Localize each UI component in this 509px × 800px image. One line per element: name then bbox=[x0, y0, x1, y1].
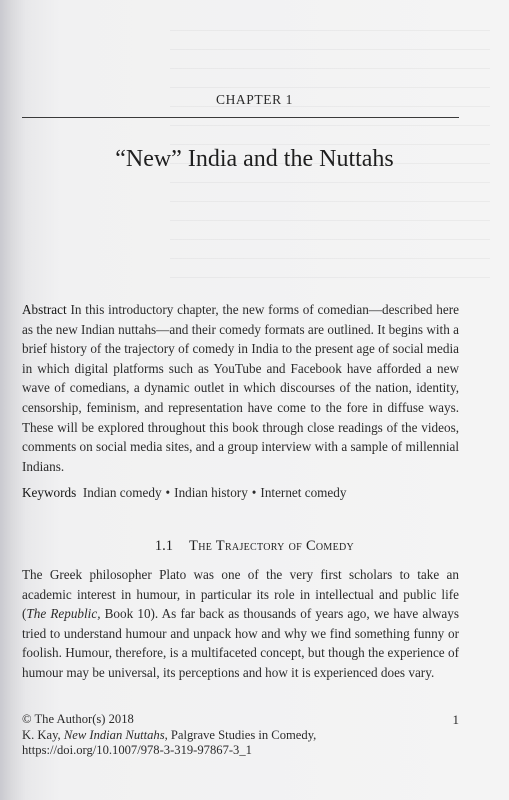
page-number: 1 bbox=[452, 712, 459, 727]
section-number: 1.1 bbox=[154, 538, 174, 554]
citation-title: The Republic, bbox=[26, 606, 101, 622]
body-paragraph bbox=[22, 565, 459, 683]
page-footer bbox=[22, 712, 459, 759]
keyword-item: Indian comedy bbox=[82, 485, 162, 500]
chapter-title: “New” India and the Nuttahs bbox=[115, 146, 394, 172]
keywords-label: Keywords bbox=[22, 485, 77, 500]
body-text-part: Book 10). As far back as thousands of years ago, we have always tried to understand humour and unpack how and why we find something funny or foolish. Humour, therefore, is a multifaceted concept, but though the experience of humour may be universal, its perceptions and how it is experienced does vary. bbox=[22, 606, 459, 680]
chapter-label: CHAPTER 1 bbox=[215, 92, 294, 107]
abstract-paragraph bbox=[22, 300, 459, 476]
citation-line bbox=[22, 728, 459, 744]
keywords-line bbox=[22, 484, 459, 502]
citation-book-title: New Indian Nuttahs bbox=[63, 727, 165, 742]
abstract-text: In this introductory chapter, the new forms of comedian—described here as the new Indian nuttahs—and their comedy formats are outlined. It begins with a brief history of the trajectory of comedy in India to the present age of social media in which digital platforms such as YouTube and Facebook have afforded a new wave of comedians, a dynamic outlet in which discourses of the nation, identity, censorship, feminism, and representation have come to the fore in diffuse ways. These will be explored throughout this book through close readings of the videos, comments on social media sites, and a group interview with a sample of millennial Indians. bbox=[22, 302, 460, 474]
citation-author: K. Kay, bbox=[22, 727, 64, 742]
copyright-line: © The Author(s) 2018 bbox=[22, 712, 134, 726]
chapter-rule bbox=[22, 117, 459, 118]
body-text-part: The Greek philosopher Plato was one of the very first scholars to take an academic interest in humour, in particular its role in intellectual and public life ( bbox=[22, 567, 459, 622]
keyword-item: Internet comedy bbox=[260, 485, 347, 500]
citation-series: , Palgrave Studies in Comedy, bbox=[164, 727, 317, 742]
keyword-separator: • bbox=[251, 485, 257, 500]
keyword-item: Indian history bbox=[174, 485, 248, 500]
keyword-separator: • bbox=[165, 485, 171, 500]
section-title: The Trajectory of Comedy bbox=[189, 538, 355, 554]
doi-link[interactable]: https://doi.org/10.1007/978-3-319-97867-3_1 bbox=[22, 743, 252, 757]
abstract-label: Abstract bbox=[22, 302, 67, 317]
section-heading bbox=[0, 538, 509, 555]
